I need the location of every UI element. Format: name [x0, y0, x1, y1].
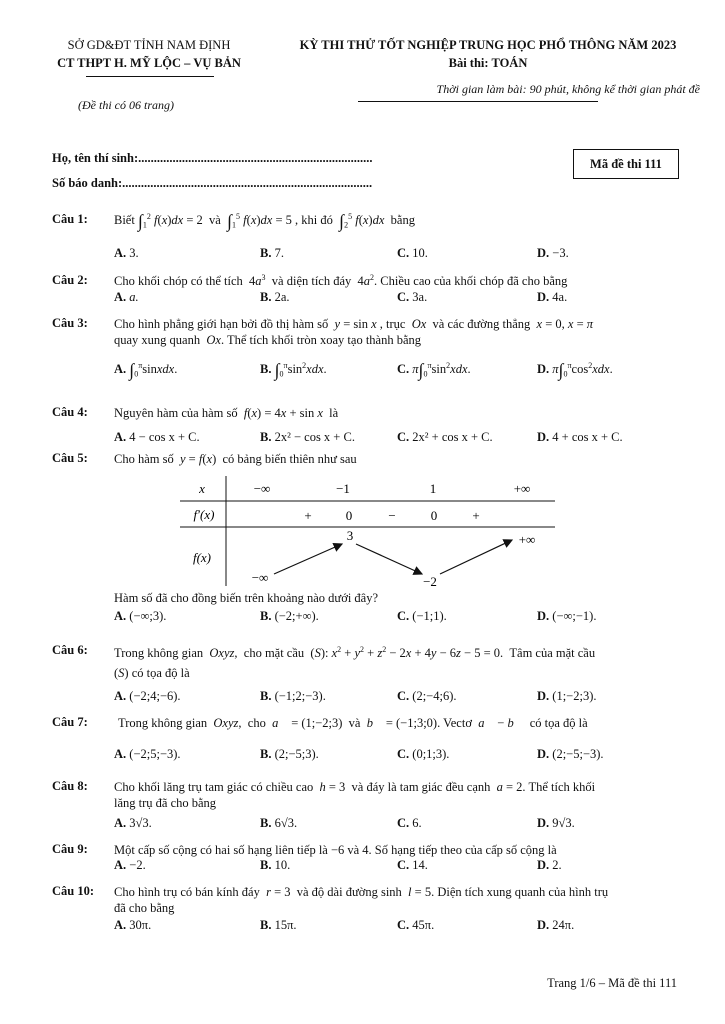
q4-number: Câu 4: — [52, 405, 88, 419]
f-value-min: −2 — [423, 574, 437, 589]
increase-arrow-1 — [274, 544, 342, 574]
q7-option-b[interactable]: B. (2;−5;3). — [260, 747, 319, 761]
q8-number: Câu 8: — [52, 779, 88, 793]
q3-option-b[interactable]: B. $\int_0^\pi\sin^2xdx$. — [260, 360, 327, 380]
row-label-f: f(x) — [192, 550, 212, 565]
f-value-max: 3 — [346, 528, 354, 543]
q8-option-b[interactable]: B. 6√3. — [260, 816, 298, 830]
x-value-one: 1 — [429, 481, 437, 496]
q6-option-c[interactable]: C. (2;−4;6). — [397, 689, 457, 703]
q6-option-b[interactable]: B. (−1;2;−3). — [260, 689, 326, 703]
q3-text: Cho hình phẳng giới hạn bởi đồ thị hàm số y = sin x , trục Ox và các đường thẳng x = 0, x = π quay xung quanh Ox. Thể tích khối tròn xoay tạo thành bằng — [114, 317, 594, 347]
exam-subject: Bài thi: TOÁN — [448, 56, 528, 70]
page-count-note: (Đề thi có 06 trang) — [78, 98, 174, 112]
sign-4: 0 — [430, 508, 438, 523]
q10-option-a[interactable]: A. 30π. — [114, 918, 152, 932]
q6-option-d[interactable]: D. (1;−2;3). — [537, 689, 597, 703]
q3-option-a[interactable]: A. $\int_0^\pi sinxdx$. — [114, 360, 178, 380]
x-value-neg-inf: −∞ — [253, 481, 271, 496]
q1-option-c[interactable]: C. 10. — [397, 246, 428, 260]
q7-option-c[interactable]: C. (0;1;3). — [397, 747, 450, 761]
dept-name: SỞ GD&ĐT TỈNH NAM ĐỊNH — [67, 38, 231, 52]
f-value-neg-inf: −∞ — [251, 570, 269, 585]
exam-code-box: Mã đề thi 111 — [573, 149, 679, 179]
q10-text: Cho hình trụ có bán kính đáy r = 3 và độ dài đường sinh l = 5. Diện tích xung quanh của hình trụ đã cho bằng — [114, 885, 609, 915]
q5-number: Câu 5: — [52, 451, 88, 465]
q8-text: Cho khối lăng trụ tam giác có chiều cao h = 3 và đáy là tam giác đều cạnh a = 2. Thể tích khối lăng trụ đã cho bằng — [114, 780, 596, 810]
q2-option-c[interactable]: C. 3a. — [397, 290, 428, 304]
q9-option-c[interactable]: C. 14. — [397, 858, 428, 872]
q1-text: Biết $\int_1^2$ f(x)dx = 2 và $\int_1^5$ f(x)dx = 5 , khi đó $\int_2^5$ f(x)dx bằng — [114, 211, 415, 231]
x-value-minus-one: −1 — [336, 481, 350, 496]
school-name: CT THPT H. MỸ LỘC – VỤ BẢN — [57, 56, 241, 70]
q7-text: Trong không gian Oxyz, cho a⃗ = (1;−2;3) và b⃗ = (−1;3;0). Vectơ a⃗ − b⃗ có tọa độ là — [118, 716, 588, 730]
q9-text: Một cấp số cộng có hai số hạng liên tiếp là −6 và 4. Số hạng tiếp theo của cấp số cộng là — [114, 843, 557, 857]
q2-number: Câu 2: — [52, 273, 88, 287]
sign-1: + — [304, 508, 312, 523]
variation-table — [180, 474, 560, 590]
increase-arrow-2 — [440, 540, 512, 574]
q6-number: Câu 6: — [52, 643, 88, 657]
exam-title: KỲ THI THỬ TỐT NGHIỆP TRUNG HỌC PHỔ THÔNG NĂM 2023 — [299, 38, 677, 52]
school-underline — [86, 76, 214, 77]
q10-option-d[interactable]: D. 24π. — [537, 918, 575, 932]
q9-number: Câu 9: — [52, 842, 88, 856]
q4-text: Nguyên hàm của hàm số f(x) = 4x + sin x là — [114, 406, 339, 420]
row-label-x: x — [199, 481, 205, 496]
q6-option-a[interactable]: A. (−2;4;−6). — [114, 689, 181, 703]
q3-option-d[interactable]: D. $\pi\int_0^\pi\cos^2xdx$. — [537, 360, 613, 380]
q2-option-a[interactable]: A. a. — [114, 290, 139, 304]
q10-option-b[interactable]: B. 15π. — [260, 918, 297, 932]
q8-option-d[interactable]: D. 9√3. — [537, 816, 575, 830]
decrease-arrow — [356, 544, 422, 574]
q1-option-b[interactable]: B. 7. — [260, 246, 284, 260]
q5-text: Cho hàm số y = f(x) có bảng biến thiên như sau — [114, 452, 357, 466]
q3-option-c[interactable]: C. $\pi\int_0^\pi\sin^2xdx$. — [397, 360, 471, 380]
student-name-label: Họ, tên thí sinh:........................................................................... — [52, 151, 373, 165]
x-value-pos-inf: +∞ — [513, 481, 531, 496]
q8-option-c[interactable]: C. 6. — [397, 816, 422, 830]
q4-option-d[interactable]: D. 4 + cos x + C. — [537, 430, 623, 444]
q4-option-a[interactable]: A. 4 − cos x + C. — [114, 430, 200, 444]
q2-option-d[interactable]: D. 4a. — [537, 290, 568, 304]
q7-option-a[interactable]: A. (−2;5;−3). — [114, 747, 181, 761]
q1-option-a[interactable]: A. 3. — [114, 246, 139, 260]
sign-5: + — [472, 508, 480, 523]
q5-option-a[interactable]: A. (−∞;3). — [114, 609, 167, 623]
q5-option-b[interactable]: B. (−2;+∞). — [260, 609, 319, 623]
sign-2: 0 — [345, 508, 353, 523]
row-label-fprime: f′(x) — [193, 507, 215, 522]
q3-number: Câu 3: — [52, 316, 88, 330]
student-id-label: Số báo danh:................................................................................ — [52, 176, 373, 190]
q9-option-b[interactable]: B. 10. — [260, 858, 291, 872]
q1-number: Câu 1: — [52, 212, 88, 226]
q1-option-d[interactable]: D. −3. — [537, 246, 569, 260]
q8-option-a[interactable]: A. 3√3. — [114, 816, 152, 830]
q2-option-b[interactable]: B. 2a. — [260, 290, 290, 304]
q2-text: Cho khối chóp có thể tích $4a^3$ và diện tích đáy $4a^2$. Chiều cao của khối chóp đã cho bằng — [114, 272, 568, 288]
q10-option-c[interactable]: C. 45π. — [397, 918, 435, 932]
q10-number: Câu 10: — [52, 884, 95, 898]
f-value-pos-inf: +∞ — [518, 532, 536, 547]
page-footer: Trang 1/6 – Mã đề thi 111 — [547, 976, 677, 990]
q5-option-d[interactable]: D. (−∞;−1). — [537, 609, 597, 623]
exam-time: Thời gian làm bài: 90 phút, không kể thời gian phát đề — [436, 82, 700, 96]
q5-option-c[interactable]: C. (−1;1). — [397, 609, 447, 623]
q5-followup: Hàm số đã cho đồng biến trên khoảng nào dưới đây? — [114, 591, 379, 605]
q4-option-b[interactable]: B. 2x² − cos x + C. — [260, 430, 355, 444]
sign-3: − — [388, 508, 396, 523]
q6-text: Trong không gian Oxyz, cho mặt cầu (S): $x^2 + y^2 + z^2 - 2x + 4y - 6z - 5 = 0$. Tâm của mặt cầu (S) có tọa độ là — [114, 644, 596, 680]
q9-option-a[interactable]: A. −2. — [114, 858, 146, 872]
q9-option-d[interactable]: D. 2. — [537, 858, 562, 872]
q4-option-c[interactable]: C. 2x² + cos x + C. — [397, 430, 493, 444]
q7-option-d[interactable]: D. (2;−5;−3). — [537, 747, 604, 761]
time-underline — [358, 101, 598, 102]
q7-number: Câu 7: — [52, 715, 88, 729]
